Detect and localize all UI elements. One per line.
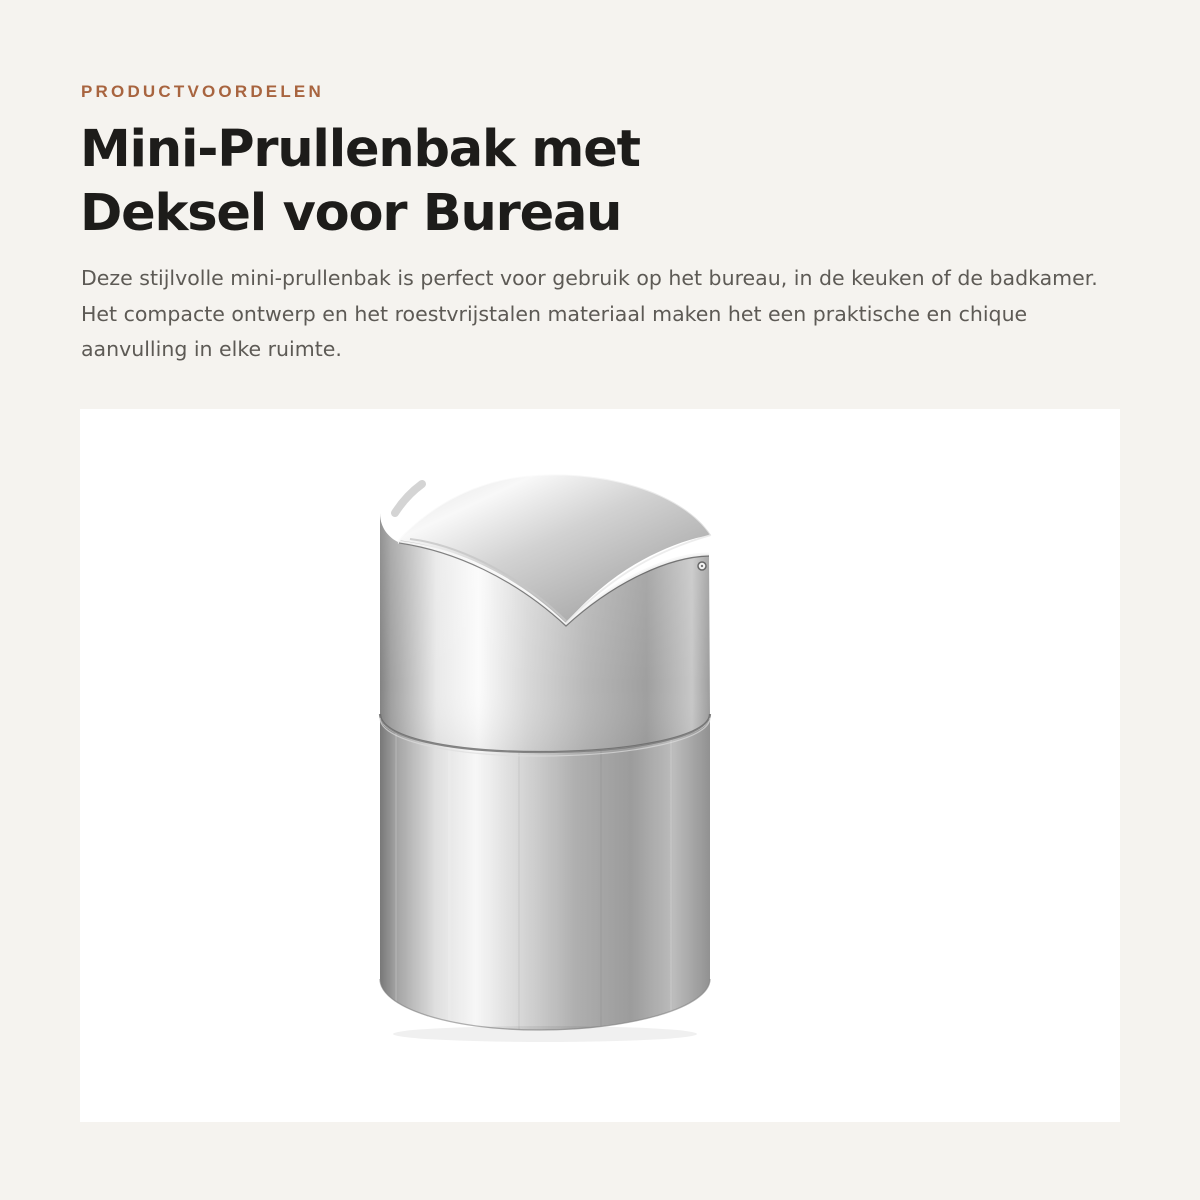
product-description: Deze stijlvolle mini-prullenbak is perfect voor gebruik op het bureau, in de keuken of de badkamer. Het compacte ontwerp en het roestvrijstalen materiaal maken het een praktische en chique aanvulling in elke ruimte. [81,266,1098,361]
product-title-line-2: Deksel voor Bureau [80,184,622,243]
section-eyebrow: PRODUCTVOORDELEN [81,82,324,101]
product-title [80,118,780,246]
mini-trash-bin-image [80,409,1120,1122]
product-image-card [80,409,1120,1122]
product-title-line-1: Mini-Prullenbak met [80,120,640,179]
